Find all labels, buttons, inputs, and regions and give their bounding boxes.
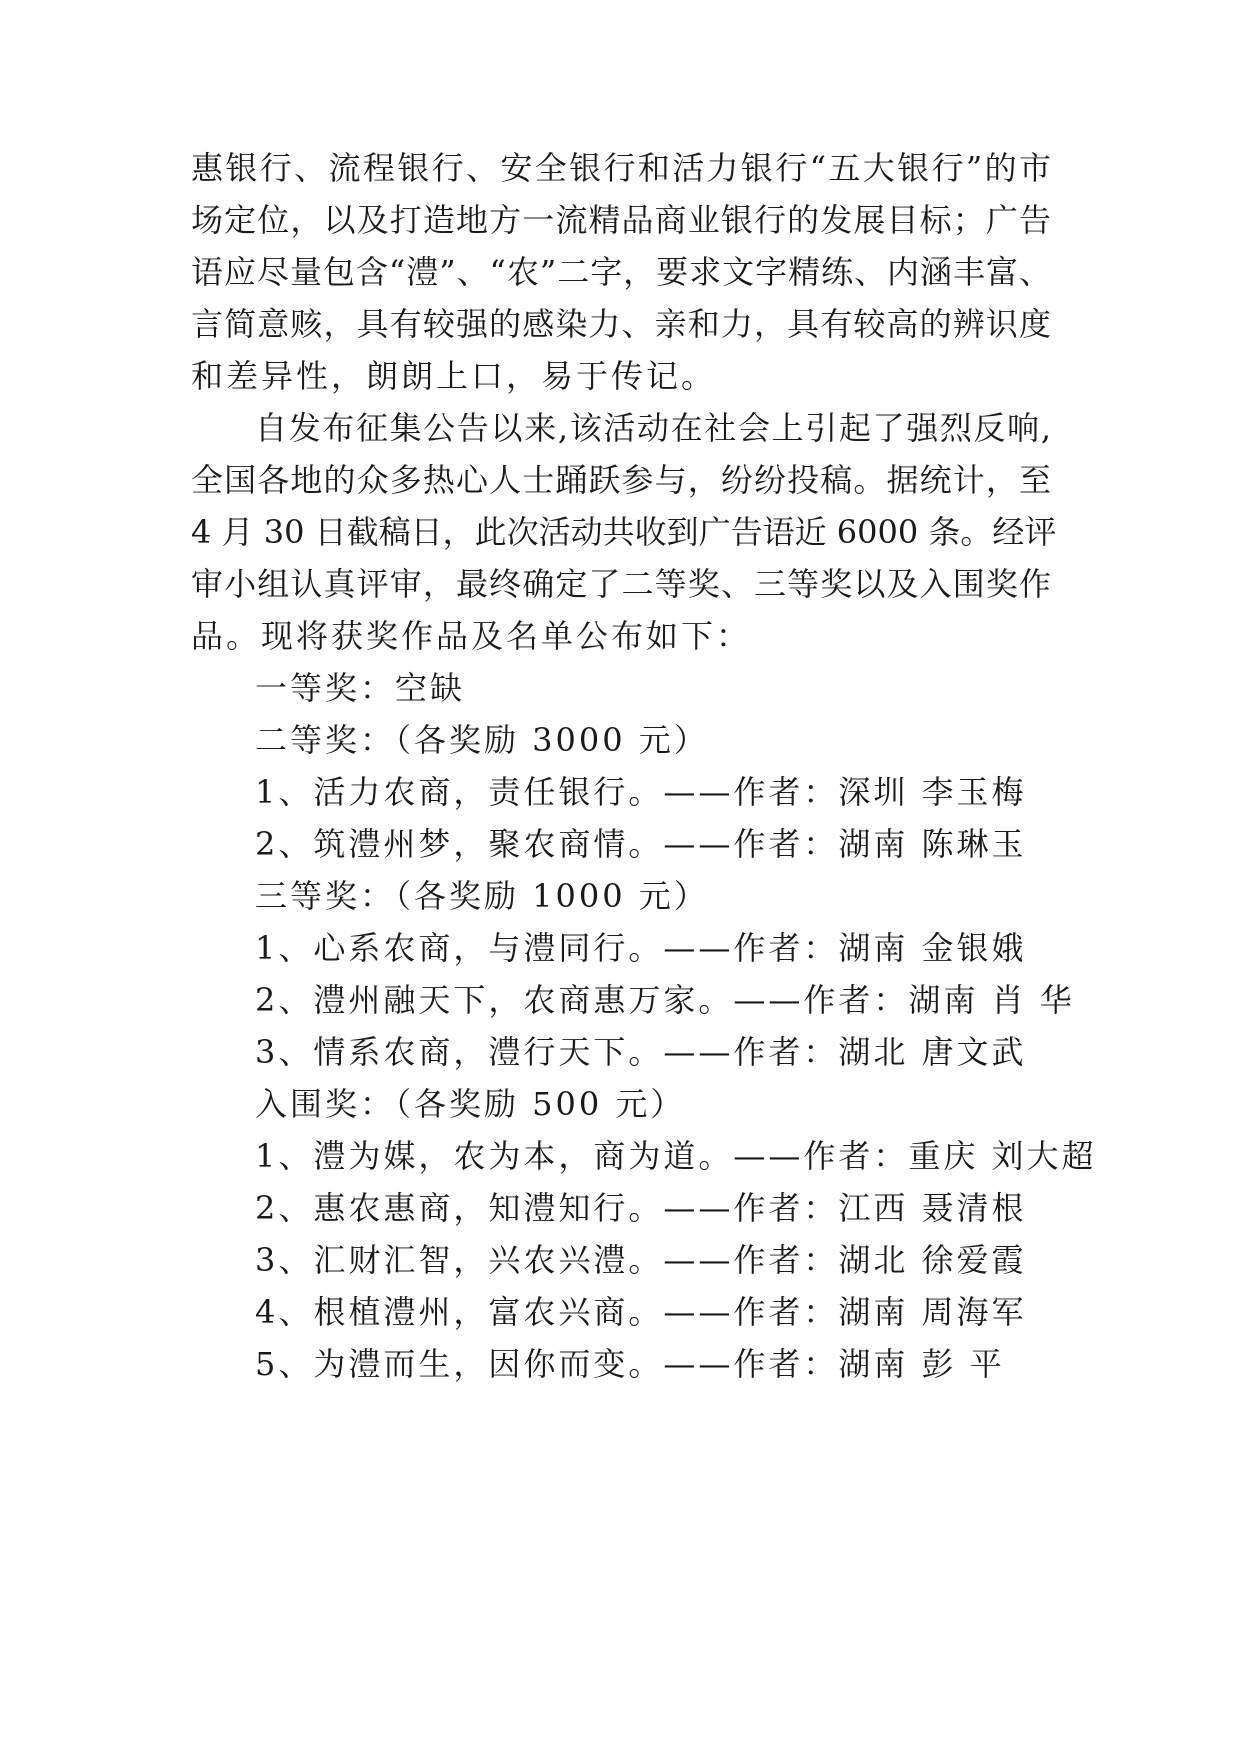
award-item: 1、心系农商，与澧同行。——作者：湖南 金银娥 bbox=[255, 929, 1027, 967]
award-item: 2、筑澧州梦，聚农商情。——作者：湖南 陈琳玉 bbox=[255, 825, 1027, 863]
paragraph-line: 场定位，以及打造地方一流精品商业银行的发展目标；广告 bbox=[191, 201, 1051, 239]
award-item: 2、澧州融天下，农商惠万家。——作者：湖南 肖 华 bbox=[255, 981, 1075, 1019]
second-prize-title: 二等奖：（各奖励 3000 元） bbox=[255, 721, 709, 759]
award-item: 1、活力农商，责任银行。——作者：深圳 李玉梅 bbox=[255, 773, 1027, 811]
paragraph-line: 品。现将获奖作品及名单公布如下： bbox=[191, 617, 752, 655]
third-prize-title: 三等奖：（各奖励 1000 元） bbox=[255, 877, 709, 915]
paragraph-line: 全国各地的众多热心人士踊跃参与，纷纷投稿。据统计，至 bbox=[191, 461, 1051, 499]
paragraph-line: 语应尽量包含“澧”、“农”二字，要求文字精练、内涵丰富、 bbox=[191, 253, 1051, 291]
paragraph-line: 和差异性，朗朗上口，易于传记。 bbox=[191, 357, 717, 395]
award-item: 4、根植澧州，富农兴商。——作者：湖南 周海军 bbox=[255, 1293, 1027, 1331]
paragraph-line: 4 月 30 日截稿日，此次活动共收到广告语近 6000 条。经评 bbox=[191, 513, 1057, 551]
paragraph-line: 惠银行、流程银行、安全银行和活力银行“五大银行”的市 bbox=[191, 149, 1051, 187]
paragraph-line: 自发布征集公告以来,该活动在社会上引起了强烈反响, bbox=[255, 409, 1051, 447]
award-item: 3、情系农商，澧行天下。——作者：湖北 唐文武 bbox=[255, 1033, 1027, 1071]
paragraph-line: 审小组认真评审，最终确定了二等奖、三等奖以及入围奖作 bbox=[191, 565, 1051, 603]
award-item: 1、澧为媒，农为本，商为道。——作者：重庆 刘大超 bbox=[255, 1137, 1097, 1175]
award-item: 3、汇财汇智，兴农兴澧。——作者：湖北 徐爱霞 bbox=[255, 1241, 1027, 1279]
first-prize: 一等奖：空缺 bbox=[255, 669, 466, 707]
award-item: 2、惠农惠商，知澧知行。——作者：江西 聂清根 bbox=[255, 1189, 1027, 1227]
finalist-prize-title: 入围奖：（各奖励 500 元） bbox=[255, 1085, 686, 1123]
paragraph-line: 言简意赅，具有较强的感染力、亲和力，具有较高的辨识度 bbox=[191, 305, 1051, 343]
award-item: 5、为澧而生，因你而变。——作者：湖南 彭 平 bbox=[255, 1345, 1005, 1383]
